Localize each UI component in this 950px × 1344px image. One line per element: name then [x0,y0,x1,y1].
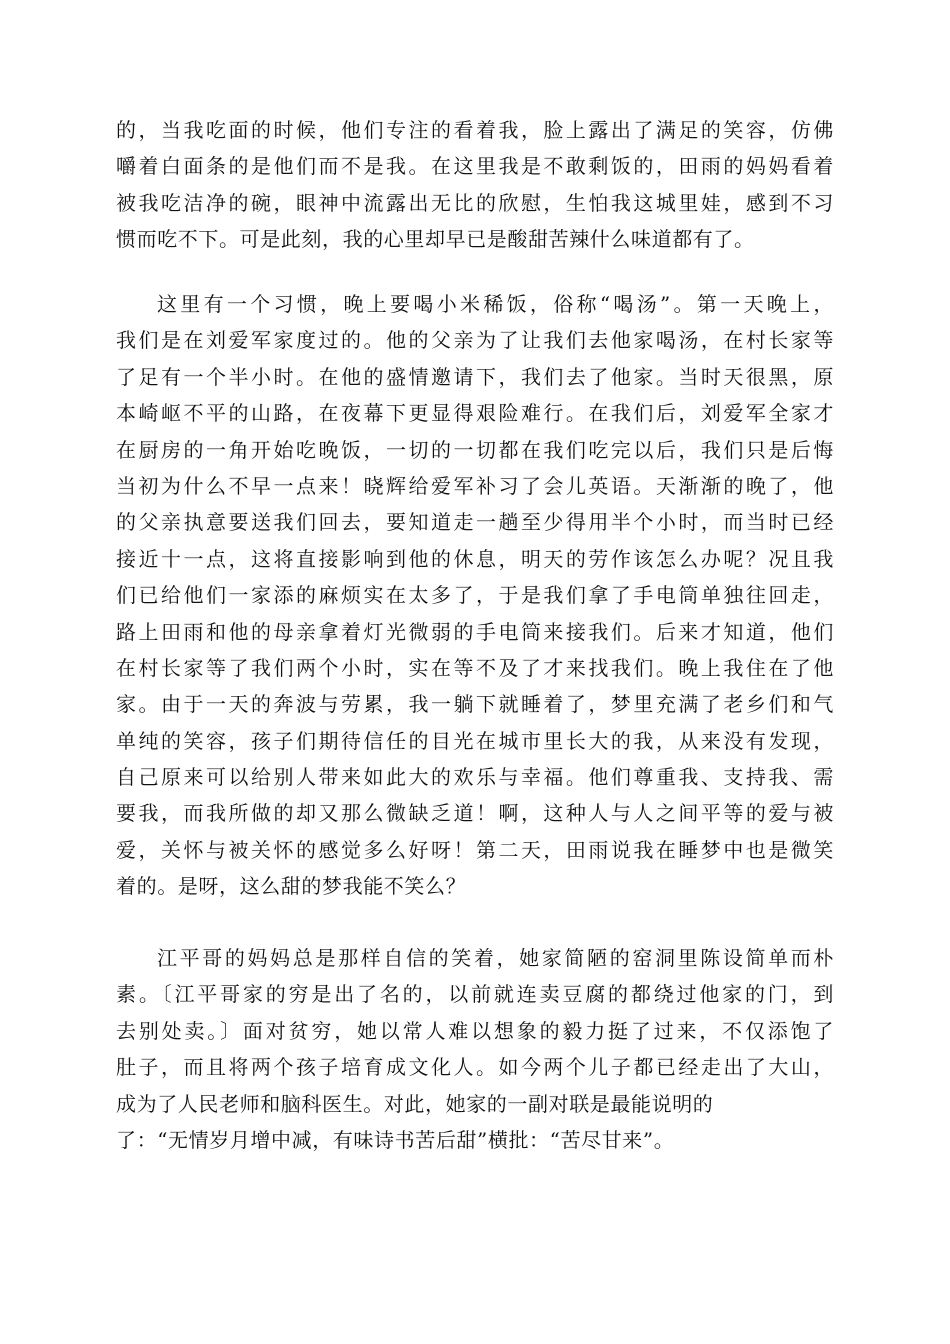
text-line: 被我吃洁净的碗，眼神中流露出无比的欣慰，生怕我这城里娃，感到不习 [116,190,834,215]
text-line: 本崎岖不平的山路，在夜幕下更显得艰险难行。在我们后，刘爱军全家才 [116,401,834,426]
text-line: 的，当我吃面的时候，他们专注的看着我，脸上露出了满足的笑容，仿佛 [116,118,834,142]
text-line: 自己原来可以给别人带来如此大的欢乐与幸福。他们尊重我、支持我、需 [116,765,834,790]
text-line: 成为了人民老师和脑科医生。对此，她家的一副对联是最能说明的 [116,1091,714,1116]
text-line: 家。由于一天的奔波与劳累，我一躺下就睡着了，梦里充满了老乡们和气 [116,692,834,717]
text-line: 当初为什么不早一点来！晓辉给爱军补习了会儿英语。天渐渐的晚了，他 [116,473,834,498]
text-line: 肚子，而且将两个孩子培育成文化人。如今两个儿子都已经走出了大山， [116,1055,834,1080]
text-line: 了足有一个半小时。在他的盛情邀请下，我们去了他家。当时天很黑，原 [116,364,834,389]
text-line: 去别处卖。〕面对贫穷，她以常人难以想象的毅力挺了过来，不仅添饱了 [116,1018,834,1043]
text-line: 的父亲执意要送我们回去，要知道走一趟至少得用半个小时，而当时已经 [116,510,834,535]
text-line: 江平哥的妈妈总是那样自信的笑着，她家简陋的窑洞里陈设简单而朴 [157,946,834,970]
paragraph-1 [116,112,834,258]
text-line: 在村长家等了我们两个小时，实在等不及了才来找我们。晚上我住在了他 [116,655,834,680]
text-line: 着的。是呀，这么甜的梦我能不笑么？ [116,874,467,899]
text-line: 单纯的笑容，孩子们期待信任的目光在城市里长大的我，从来没有发现， [116,728,834,753]
text-line: 这里有一个习惯，晚上要喝小米稀饭，俗称“喝汤”。第一天晚上， [157,292,834,316]
text-line: 爱，关怀与被关怀的感觉多么好呀！第二天，田雨说我在睡梦中也是微笑 [116,837,834,862]
text-line: 们已给他们一家添的麻烦实在太多了，于是我们拿了手电筒单独往回走， [116,583,834,608]
text-line: 接近十一点，这将直接影响到他的休息，明天的劳作该怎么办呢？况且我 [116,546,834,571]
text-line: 路上田雨和他的母亲拿着灯光微弱的手电筒来接我们。后来才知道，他们 [116,619,834,644]
paragraph-2 [116,286,834,905]
text-line: 素。〔江平哥家的穷是出了名的，以前就连卖豆腐的都绕过他家的门，到 [116,982,834,1007]
text-line: 了：“无情岁月增中减，有味诗书苦后甜”横批：“苦尽甘来”。 [116,1127,675,1152]
text-line: 要我，而我所做的却又那么微缺乏道！啊，这种人与人之间平等的爱与被 [116,801,834,826]
text-line: 在厨房的一角开始吃晚饭，一切的一切都在我们吃完以后，我们只是后悔 [116,437,834,462]
paragraph-3 [116,940,834,1158]
text-line: 惯而吃不下。可是此刻，我的心里却早已是酸甜苦辣什么味道都有了。 [116,227,755,252]
text-line: 我们是在刘爱军家度过的。他的父亲为了让我们去他家喝汤，在村长家等 [116,328,834,353]
text-line: 嚼着白面条的是他们而不是我。在这里我是不敢剩饭的，田雨的妈妈看着 [116,154,834,179]
